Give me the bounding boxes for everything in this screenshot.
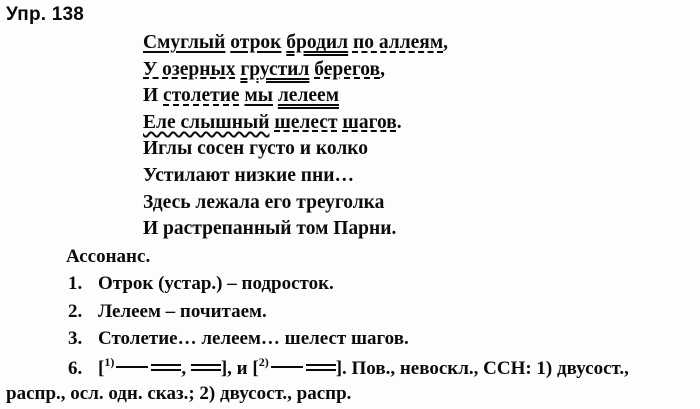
poem-line-3: [143, 83, 448, 110]
poem-line-5: Иглы сосен густо и колко: [143, 138, 368, 160]
predicate: лелеем: [277, 85, 339, 107]
word: И: [143, 85, 164, 107]
object: шагов: [342, 111, 397, 133]
subject-line-icon: [116, 366, 148, 368]
punct: .: [396, 111, 402, 133]
object: столетие: [163, 85, 240, 107]
subject: мы: [244, 85, 273, 107]
notes-heading: Ассонанс.: [66, 246, 151, 267]
poem: [143, 30, 448, 243]
note-number: 3.: [68, 327, 83, 349]
poem-line-8: И растрепанный том Парни.: [143, 218, 397, 240]
conjunction: и: [236, 358, 248, 379]
punct: ,: [380, 58, 385, 80]
note-item-1: [66, 270, 409, 297]
note-number: 2.: [68, 300, 83, 322]
poem-line-4: [143, 110, 448, 137]
predicate: грустил: [240, 58, 310, 80]
bracket-open: [: [98, 358, 105, 379]
subject: отрок: [230, 32, 282, 53]
poem-line-7: Здесь лежала его треуголка: [143, 191, 385, 213]
punct: ,: [443, 32, 449, 53]
subject-line-icon: [271, 366, 303, 368]
adverbial: У озерных: [143, 58, 236, 80]
object: шелест: [274, 111, 338, 133]
scheme-line-2: распр., осл. одн. сказ.; 2) двусост., распр.: [6, 383, 352, 404]
note-text: Столетие… лелеем… шелест шагов.: [98, 327, 409, 349]
note-item-2: [66, 298, 409, 325]
bracket-close: ],: [220, 358, 232, 379]
adverbial: берегов: [314, 58, 381, 80]
scheme-description: Пов., невоскл., ССН: 1) двусост.,: [351, 358, 629, 379]
note-item-3: [66, 325, 409, 352]
exercise-title: Упр. 138: [6, 4, 85, 25]
bracket-close: ].: [335, 358, 347, 379]
predicate-double-line-icon: [191, 362, 221, 372]
clause-index: 1): [104, 355, 115, 369]
poem-line-1: [143, 30, 448, 57]
poem-line-6: Устилают низкие пни…: [143, 164, 354, 186]
predicate-double-line-icon: [306, 362, 336, 372]
subject: Смуглый: [143, 32, 226, 53]
scheme-line-1: 6. [$^{1)}$ , ], и [$^{2)}$ ]. Пов., невоскл., ССН: 1) двусост.,: [68, 355, 629, 379]
notes: [66, 243, 409, 352]
note-number: 1.: [68, 273, 83, 295]
adverbial: по аллеям: [352, 32, 444, 53]
predicate-double-line-icon: [151, 362, 181, 372]
note-text: Отрок (устар.) – подросток.: [98, 273, 334, 295]
scheme-number: 6.: [68, 358, 83, 379]
clause-index: 2): [258, 355, 269, 369]
bracket-open: [: [252, 358, 259, 379]
attribute: Еле слышный: [143, 111, 270, 133]
note-text: Лелеем – почитаем.: [98, 300, 267, 322]
predicate: бродил: [286, 32, 349, 53]
sentence-scheme: [6, 350, 629, 406]
poem-line-2: [143, 57, 448, 84]
